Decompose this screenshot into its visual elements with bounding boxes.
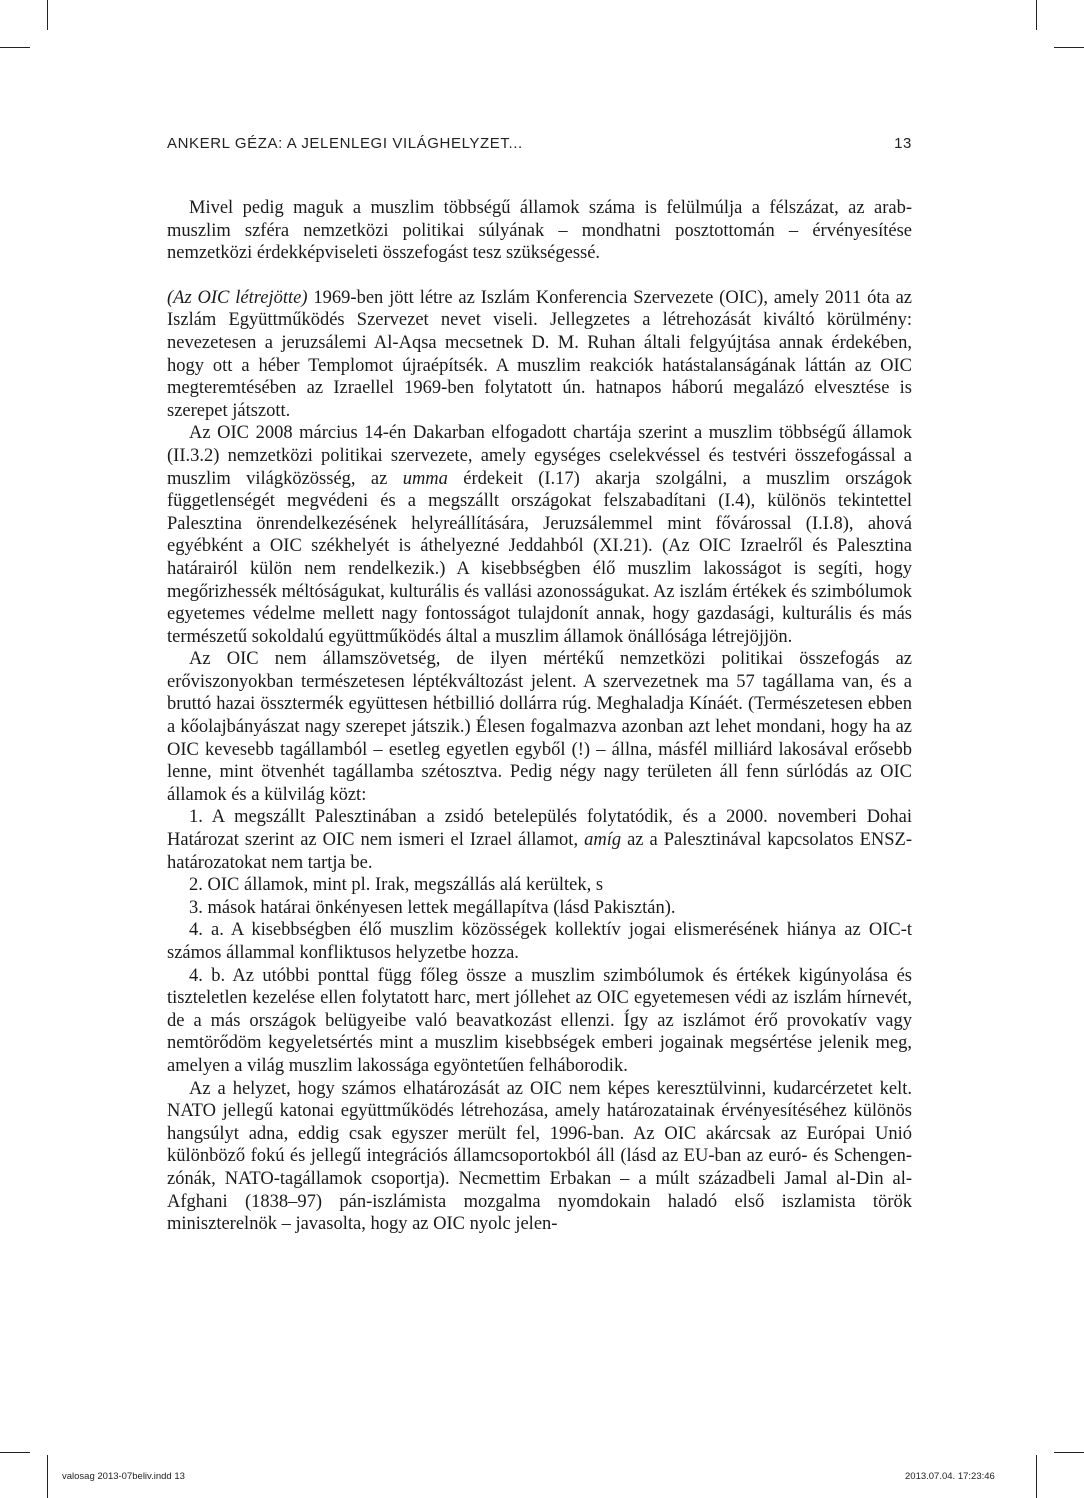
crop-mark (1054, 47, 1084, 48)
slug-timestamp: 2013.07.04. 17:23:46 (905, 1471, 995, 1482)
slug-file: valosag 2013-07beliv.indd 13 (62, 1471, 185, 1482)
section-label: (Az OIC létrejötte) (167, 287, 308, 308)
paragraph: Az OIC 2008 március 14-én Dakarban elfogadott chartája szerint a muszlim többségű államok (II.3.2) nemzetközi politikai szervezete, amely egységes cselekvéssel és testvéri összefogással a muszlim világközösség, az umma érdekeit (I.17) akarja szolgálni, a muszlim országok függetlenségét megvédeni és a megszállt országokat felszabadítani (I.4), különös tekintettel Palesztina önrendelkezésének helyreállítására, Jeruzsálemmel mint fővárossal (I.I.8), ahová egyébként a OIC székhelyét is áthelyezné Jeddahból (XI.21). (Az OIC Izraelről és Palesztina határairól külön nem rendelkezik.) A kisebbségben élő muszlim lakosságot is segíti, hogy megőrizhessék méltóságukat, kulturális és vallási azonosságukat. Az iszlám értékek és szimbólumok egyetemes védelme mellett nagy fontosságot tulajdonít annak, hogy gazdasági, kulturális és más természetű sokoldalú együttműködés által a muszlim államok önállósága létrejöjjön. (167, 423, 912, 647)
list-item: 1. A megszállt Palesztinában a zsidó betelepülés folytatódik, és a 2000. novemberi Dohai Határozat szerint az OIC nem ismeri el Izrael államot, amíg az a Palesztinával kapcsolatos ENSZ-határozatokat nem tartja be. (167, 807, 912, 873)
running-head (167, 135, 912, 152)
page-number: 13 (894, 135, 912, 152)
list-item: 3. mások határai önkényesen lettek megállapítva (lásd Pakisztán). (189, 897, 676, 918)
crop-mark (1054, 1452, 1084, 1453)
paragraph: Az OIC nem államszövetség, de ilyen mértékű nemzetközi politikai összefogás az erőviszonyokban természetesen léptékváltozást jelent. A szervezetnek ma 57 tagállama van, és a bruttó hazai össztermék együttesen hétbillió dollárra rúg. Meghaladja Kínáét. (Természetesen ebben a kőolajbányászat nagy szerepet játszik.) Élesen fogalmazva azonban azt lehet mondani, hogy ha az OIC kevesebb tagállamból – esetleg egyetlen egyből (!) – állna, másfél milliárd lakosával erősebb lenne, mint ötvenhét tagállamba szétosztva. Pedig négy nagy területen áll fenn súrlódás az OIC államok és a külvilág közt: (167, 649, 912, 805)
crop-mark (1036, 1455, 1037, 1498)
running-title: ANKERL GÉZA: A JELENLEGI VILÁGHELYZET... (167, 135, 523, 152)
paragraph: Az a helyzet, hogy számos elhatározását az OIC nem képes keresztülvinni, kudarcérzetet kelt. NATO jellegű katonai együttműködés létrehozása, amely határozatainak érvényesítéséhez különös hangsúlyt adna, eddig csak egyszer merült fel, 1996-ban. Az OIC akárcsak az Európai Unió különböző fokú és jellegű integrációs államcsoportokból áll (lásd az EU-ban az euró- és Schengen-zónák, NATO-tagállamok csoportja). Necmettim Erbakan – a múlt századbeli Jamal al-Din al-Afghani (1838–97) pán-iszlámista mozgalma nyomdokain haladó első iszlamista török miniszterelnök – javasolta, hogy az OIC nyolc jelen- (167, 1078, 912, 1235)
crop-mark (0, 47, 30, 48)
paragraph: (Az OIC létrejötte) 1969-ben jött létre az Iszlám Konferencia Szervezete (OIC), amely 2011 óta az Iszlám Együttműködés Szervezet nevet viseli. Jellegzetes a létrehozását kiváltó körülmény: nevezetesen a jeruzsálemi Al-Aqsa mecsetnek D. M. Ruhan általi felgyújtása annak érdekében, hogy ott a héber Templomot újraépítsék. A muszlim reakciók hatástalanságának láttán az OIC megteremtésében az Izraellel 1969-ben folytatott ún. hatnapos háború megalázó elvesztése is szerepet játszott. (167, 287, 912, 421)
list-item: 4. a. A kisebbségben élő muszlim közösségek kollektív jogai elismerésének hiánya az OIC-t számos állammal konfliktusos helyzetbe hozza. (167, 920, 912, 963)
crop-mark (0, 1452, 30, 1453)
crop-mark (47, 1455, 48, 1498)
paragraph: Mivel pedig maguk a muszlim többségű államok száma is felülmúlja a félszázat, az arab-muszlim szféra nemzetközi politikai súlyának – mondhatni posztottomán – érvényesítése nemzetközi érdekképviseleti összefogást tesz szükségessé. (167, 198, 912, 264)
list-item: 2. OIC államok, mint pl. Irak, megszállás alá kerültek, s (189, 875, 604, 896)
crop-mark (1036, 0, 1037, 30)
article-body (167, 197, 912, 1236)
list-item: 4. b. Az utóbbi ponttal függ főleg össze a muszlim szimbólumok és értékek kigúnyolása és tiszteletlen kezelése ellen folytatott harc, mert jóllehet az OIC egyetemesen védi az iszlám hírnevét, de a más országok belügyeibe való beavatkozást ellenzi. Így az iszlámot érő provokatív vagy nemtörődöm kegyeletsértés mint a muszlim kisebbségek emberi jogainak megsértése jelenik meg, amelyen a világ muszlim lakossága egyöntetűen felháborodik. (167, 965, 912, 1076)
crop-mark (47, 0, 48, 30)
